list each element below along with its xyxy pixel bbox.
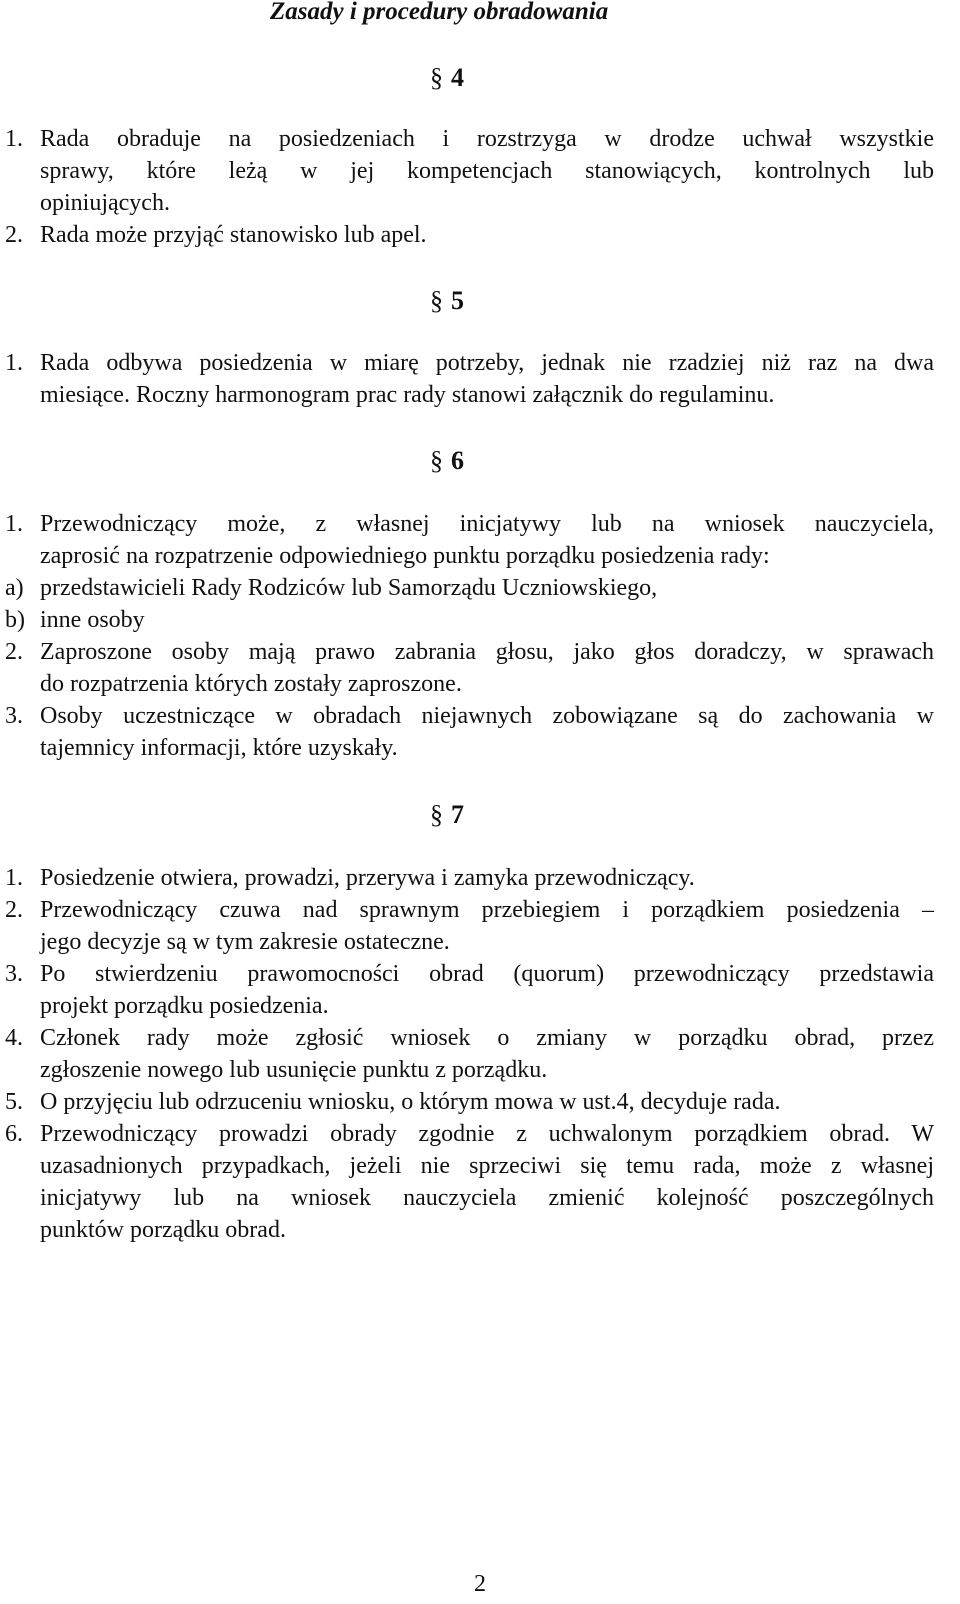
list-item (0, 508, 940, 572)
section-number: 5 (451, 286, 464, 315)
item-text (40, 604, 934, 636)
list-item (0, 636, 940, 700)
list-item (0, 894, 940, 958)
item-line: sprawy, które leżą w jej kompetencjach stanowiących, kontrolnych lub (40, 158, 934, 184)
item-line: Przewodniczący czuwa nad sprawnym przebiegiem i porządkiem posiedzenia – (40, 897, 934, 923)
item-line: Po stwierdzeniu prawomocności obrad (quorum) przewodniczący przedstawia (40, 961, 934, 987)
item-text (40, 1022, 934, 1086)
item-text (40, 636, 934, 700)
list-item (0, 219, 940, 251)
section-symbol: § (430, 800, 443, 829)
item-line: Posiedzenie otwiera, prowadzi, przerywa i zamyka przewodniczący. (40, 865, 695, 891)
list-item (0, 604, 940, 636)
item-text (40, 1118, 934, 1246)
item-line: Członek rady może zgłosić wniosek o zmiany w porządku obrad, przez (40, 1025, 934, 1051)
item-marker: 1. (5, 126, 23, 152)
item-marker: 2. (5, 897, 23, 923)
list-item (0, 1118, 940, 1246)
item-marker: 1. (5, 511, 23, 537)
item-marker: a) (5, 575, 24, 601)
item-line: O przyjęciu lub odrzuceniu wniosku, o którym mowa w ust.4, decyduje rada. (40, 1089, 781, 1115)
section-heading-4 (430, 60, 530, 96)
item-line: do rozpatrzenia których zostały zaproszone. (40, 671, 462, 697)
section-symbol: § (430, 446, 443, 475)
item-line: Rada odbywa posiedzenia w miarę potrzeby, jednak nie rzadziej niż raz na dwa (40, 350, 934, 376)
item-line: zaprosić na rozpatrzenie odpowiedniego punktu porządku posiedzenia rady: (40, 543, 770, 569)
item-line: przedstawicieli Rady Rodziców lub Samorządu Uczniowskiego, (40, 575, 658, 601)
item-line: tajemnicy informacji, które uzyskały. (40, 735, 398, 761)
item-marker: b) (5, 607, 25, 633)
item-line: Zaproszone osoby mają prawo zabrania głosu, jako głos doradczy, w sprawach (40, 639, 934, 665)
item-line: inicjatywy lub na wniosek nauczyciela zmienić kolejność poszczególnych (40, 1185, 934, 1211)
item-text (40, 958, 934, 1022)
list-item (0, 700, 940, 764)
item-marker: 4. (5, 1025, 23, 1051)
item-line: Osoby uczestniczące w obradach niejawnych zobowiązane są do zachowania w (40, 703, 934, 729)
section-number: 6 (451, 446, 464, 475)
list-item (0, 347, 940, 411)
item-text (40, 1086, 934, 1118)
item-line: Rada może przyjąć stanowisko lub apel. (40, 222, 427, 248)
item-text (40, 700, 934, 764)
item-line: projekt porządku posiedzenia. (40, 993, 329, 1019)
item-text (40, 572, 934, 604)
item-line: punktów porządku obrad. (40, 1217, 286, 1243)
item-line: Przewodniczący prowadzi obrady zgodnie z uchwalonym porządkiem obrad. W (40, 1121, 934, 1147)
item-text (40, 508, 934, 572)
item-line: uzasadnionych przypadkach, jeżeli nie sprzeciwi się temu rada, może z własnej (40, 1153, 934, 1179)
item-marker: 2. (5, 639, 23, 665)
list-item (0, 1022, 940, 1086)
list-item (0, 1086, 940, 1118)
item-text (40, 123, 934, 219)
section-heading-6 (430, 443, 530, 479)
section-heading-5 (430, 283, 530, 319)
item-text (40, 347, 934, 411)
section-number: 4 (451, 63, 464, 92)
item-text (40, 894, 934, 958)
item-line: zgłoszenie nowego lub usunięcie punktu z porządku. (40, 1057, 548, 1083)
item-marker: 6. (5, 1121, 23, 1147)
section-heading-7 (430, 797, 530, 833)
item-text (40, 219, 934, 251)
page-number: 2 (474, 1571, 486, 1597)
item-line: inne osoby (40, 607, 145, 633)
item-line: Rada obraduje na posiedzeniach i rozstrzyga w drodze uchwał wszystkie (40, 126, 934, 152)
section-symbol: § (430, 286, 443, 315)
item-marker: 2. (5, 222, 23, 248)
item-line: miesiące. Roczny harmonogram prac rady stanowi załącznik do regulaminu. (40, 382, 775, 408)
section-number: 7 (451, 800, 464, 829)
item-line: Przewodniczący może, z własnej inicjatywy lub na wniosek nauczyciela, (40, 511, 934, 537)
list-item (0, 862, 940, 894)
list-item (0, 572, 940, 604)
item-marker: 5. (5, 1089, 23, 1115)
item-line: jego decyzje są w tym zakresie ostateczne. (40, 929, 450, 955)
document-title: Zasady i procedury obradowania (270, 0, 609, 25)
list-item (0, 123, 940, 219)
item-marker: 3. (5, 961, 23, 987)
item-text (40, 862, 934, 894)
item-marker: 1. (5, 865, 23, 891)
item-marker: 1. (5, 350, 23, 376)
list-item (0, 958, 940, 1022)
item-marker: 3. (5, 703, 23, 729)
section-symbol: § (430, 63, 443, 92)
item-line: opiniujących. (40, 190, 170, 216)
